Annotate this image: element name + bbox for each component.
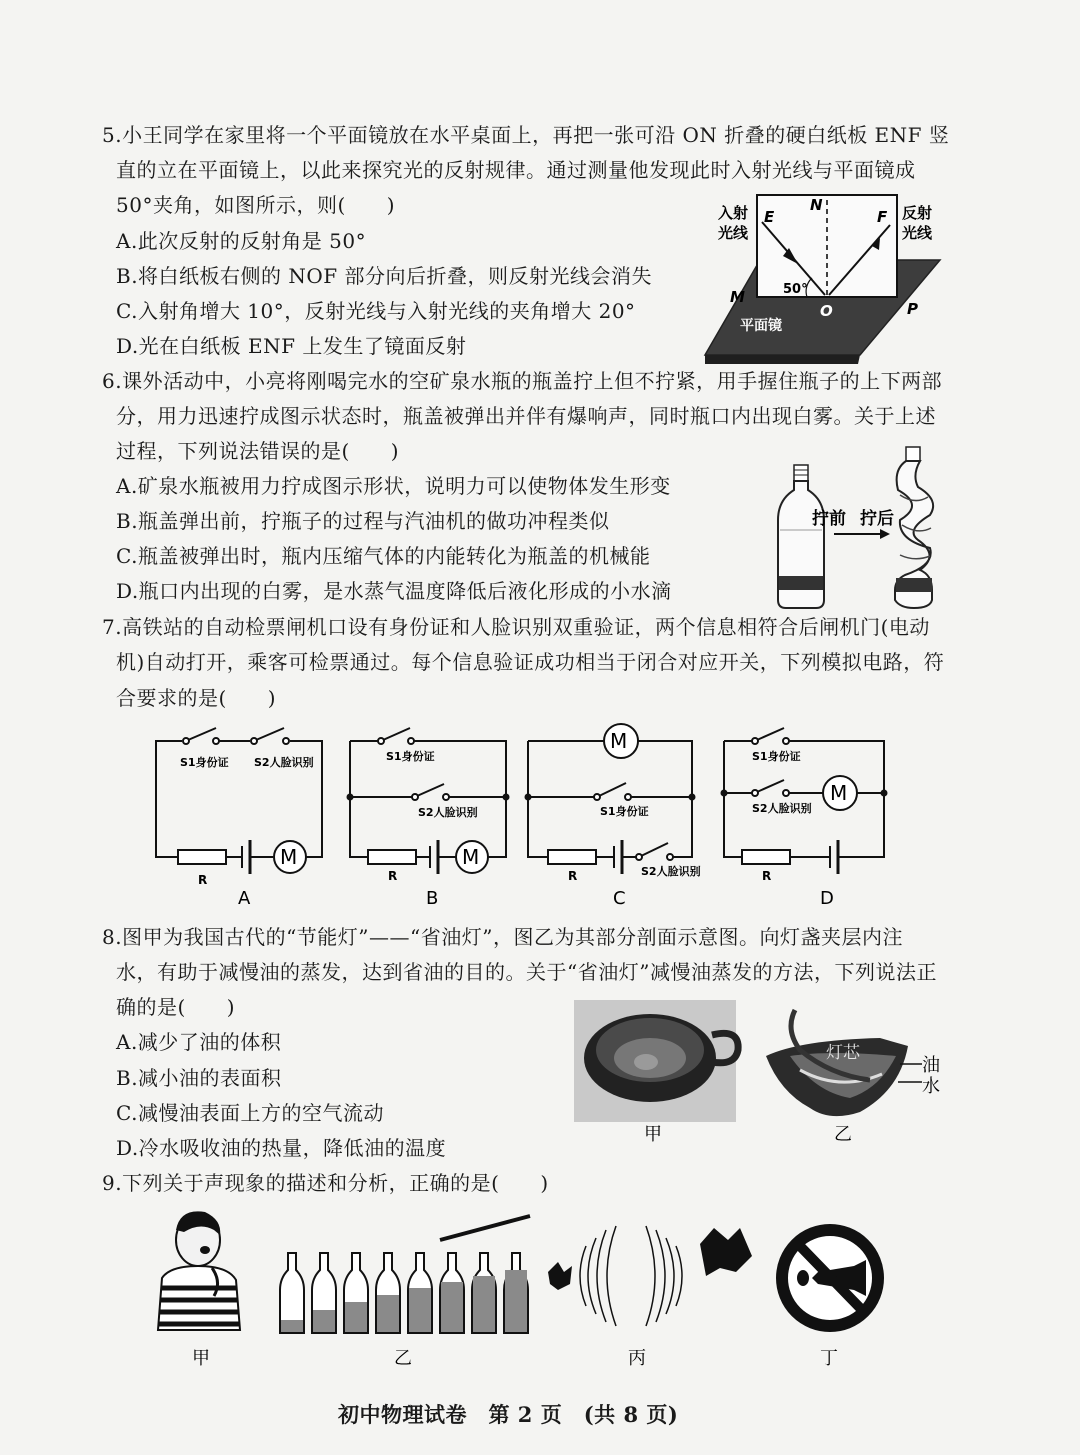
bat-echolocation	[548, 1226, 752, 1326]
q6-option-d: D.瓶口内出现的白雾，是水蒸气温度降低后液化形成的小水滴	[116, 579, 672, 603]
q9-stem: 9.下列关于声现象的描述和分析，正确的是( )	[102, 1171, 549, 1195]
circuit-c-s2-label: S2人脸识别	[641, 865, 701, 878]
circuit-c-motor-label: M	[610, 729, 628, 753]
q6-stem-line-3: 过程，下列说法错误的是( )	[116, 439, 400, 463]
q9-caption-bing: 丙	[628, 1348, 646, 1369]
circuit-a-s1-label: S1身份证	[180, 756, 229, 769]
lamp-wick-label: 灯芯	[826, 1043, 860, 1063]
circuit-d-s2-label: S2人脸识别	[752, 802, 812, 815]
circuit-c-caption: C	[613, 888, 626, 909]
q6-stem-line-1: 6.课外活动中，小亮将刚喝完水的空矿泉水瓶的瓶盖拧上但不拧紧，用手握住瓶子的上下两部	[102, 369, 943, 393]
q6-option-a: A.矿泉水瓶被用力拧成图示形状，说明力可以使物体发生形变	[116, 474, 671, 498]
q5-option-b: B.将白纸板右侧的 NOF 部分向后折叠，则反射光线会消失	[116, 264, 653, 288]
q5-option-d: D.光在白纸板 ENF 上发生了镜面反射	[116, 334, 467, 358]
q5-label-m: M	[730, 288, 745, 306]
circuit-a-s2-label: S2人脸识别	[254, 756, 314, 769]
q5-label-e: E	[764, 208, 775, 226]
q7-stem-line-2: 机)自动打开，乘客可检票通过。每个信息验证成功相当于闭合对应开关，下列模拟电路，符	[116, 650, 945, 674]
q5-stem-line-2: 直的立在平面镜上，以此来探究光的反射规律。通过测量他发现此时入射光线与平面镜成	[116, 158, 916, 182]
q6-option-c: C.瓶盖被弹出时，瓶内压缩气体的内能转化为瓶盖的机械能	[116, 544, 651, 568]
circuit-d-s1-label: S1身份证	[752, 750, 801, 763]
q5-stem-line-3: 50°夹角，如图所示，则( )	[116, 193, 396, 217]
page-footer: 初中物理试卷 第 2 页 (共 8 页)	[338, 1402, 679, 1427]
circuit-b-motor-label: M	[462, 845, 480, 869]
q7-stem-line-1: 7.高铁站的自动检票闸机口设有身份证和人脸识别双重验证，两个信息相符合后闸机门(电动	[102, 615, 930, 639]
lamp-water-label: 水	[922, 1076, 940, 1097]
q5-reflect-label-2: 光线	[902, 224, 933, 242]
q8-option-d: D.冷水吸收油的热量，降低油的温度	[116, 1136, 447, 1160]
q8-option-c: C.减慢油表面上方的空气流动	[116, 1101, 384, 1125]
circuit-b-s2-label: S2人脸识别	[418, 806, 478, 819]
circuit-b-s1-label: S1身份证	[386, 750, 435, 763]
lamp-jia-caption: 甲	[644, 1124, 662, 1145]
q5-label-n: N	[810, 196, 823, 214]
q6-option-b: B.瓶盖弹出前，拧瓶子的过程与汽油机的做功冲程类似	[116, 509, 610, 533]
circuit-b-caption: B	[426, 888, 439, 909]
q6-before-label: 拧前	[812, 509, 846, 529]
q8-option-a: A.减少了油的体积	[116, 1030, 282, 1054]
q7-stem-line-3: 合要求的是( )	[116, 686, 277, 710]
circuit-c-s1-label: S1身份证	[600, 805, 649, 818]
q5-incident-label-1: 入射	[718, 204, 749, 222]
q5-label-o: O	[820, 302, 833, 320]
q5-angle-label: 50°	[783, 282, 808, 297]
q8-stem-line-1: 8.图甲为我国古代的“节能灯”——“省油灯”，图乙为其部分剖面示意图。向灯盏夹层内注	[102, 925, 903, 949]
q5-incident-label-2: 光线	[718, 224, 749, 242]
circuit-c-resistor-label: R	[568, 869, 578, 883]
circuit-d-resistor-label: R	[762, 869, 772, 883]
q5-option-a: A.此次反射的反射角是 50°	[116, 229, 367, 253]
q6-stem-line-2: 分，用力迅速拧成图示状态时，瓶盖被弹出并伴有爆响声，同时瓶口内出现白雾。关于上述	[116, 404, 936, 428]
circuit-a-motor-label: M	[280, 845, 298, 869]
q5-label-p: P	[907, 300, 918, 318]
q9-caption-jia: 甲	[192, 1348, 210, 1369]
q5-option-c: C.入射角增大 10°，反射光线与入射光线的夹角增大 20°	[116, 299, 636, 323]
person-humming	[158, 1211, 240, 1330]
q6-after-label: 拧后	[860, 509, 894, 529]
circuit-a-resistor-label: R	[198, 873, 208, 887]
q9-caption-yi: 乙	[394, 1348, 412, 1369]
q8-stem-line-2: 水，有助于减慢油的蒸发，达到省油的目的。关于“省油灯”减慢油蒸发的方法，下列说法正	[116, 960, 937, 984]
lamp-yi-caption: 乙	[834, 1124, 852, 1145]
circuit-d-caption: D	[820, 888, 834, 909]
lamp-oil-label: 油	[922, 1055, 940, 1076]
circuit-b-resistor-label: R	[388, 869, 398, 883]
q5-label-f: F	[877, 208, 888, 226]
water-bottles	[280, 1216, 530, 1333]
q9-caption-ding: 丁	[820, 1348, 838, 1369]
circuit-a-caption: A	[238, 888, 251, 909]
no-horn-sign-icon	[782, 1230, 878, 1326]
q5-mirror-label: 平面镜	[740, 318, 782, 334]
q5-stem-line-1: 5.小王同学在家里将一个平面镜放在水平桌面上，再把一张可沿 ON 折叠的硬白纸板 ENF 竖	[102, 123, 950, 147]
q8-option-b: B.减小油的表面积	[116, 1066, 282, 1090]
circuit-d-motor-label: M	[830, 781, 848, 805]
q5-reflect-label-1: 反射	[902, 204, 933, 222]
q8-stem-line-3: 确的是( )	[116, 995, 236, 1019]
